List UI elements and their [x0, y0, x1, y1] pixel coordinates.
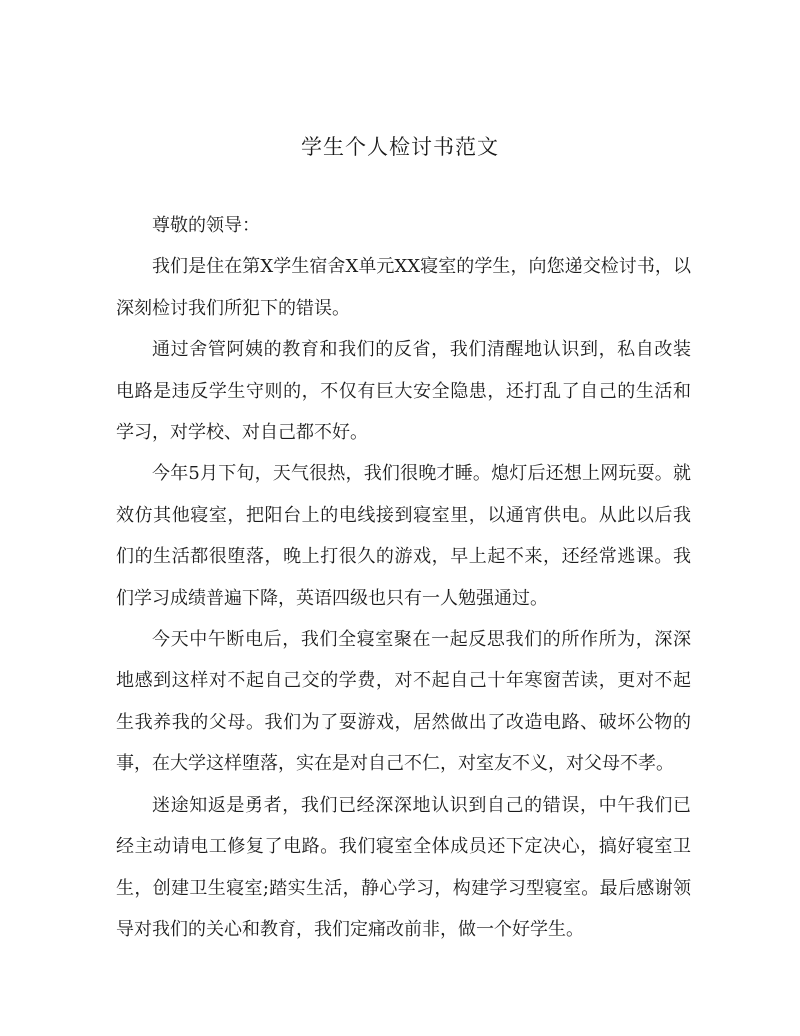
document-body — [116, 205, 691, 950]
salutation: 尊敬的领导： — [152, 215, 260, 236]
paragraph-1: 我们是住在第X学生宿舍X单元XX寝室的学生，向您递交检讨书，以深刻检讨我们所犯下的错误。 — [116, 256, 691, 319]
paragraph-4: 今天中午断电后，我们全寝室聚在一起反思我们的所作所为，深深地感到这样对不起自己交的学费，对不起自己十年寒窗苦读，更对不起生我养我的父母。我们为了耍游戏，居然做出了改造电路、破坏公物的事，在大学这样堕落，实在是对自己不仁，对室友不义，对父母不孝。 — [116, 629, 691, 775]
paragraph-5: 迷途知返是勇者，我们已经深深地认识到自己的错误，中午我们已经主动请电工修复了电路。我们寝室全体成员还下定决心，搞好寝室卫生，创建卫生寝室;踏实生活，静心学习，构建学习型寝室。最后感谢领导对我们的关心和教育，我们定痛改前非，做一个好学生。 — [116, 794, 691, 940]
paragraph-3: 今年5月下旬，天气很热，我们很晚才睡。熄灯后还想上网玩耍。就效仿其他寝室，把阳台上的电线接到寝室里，以通宵供电。从此以后我们的生活都很堕落，晚上打很久的游戏，早上起不来，还经常逃课。我们学习成绩普遍下降，英语四级也只有一人勉强通过。 — [116, 463, 691, 609]
paragraph-2: 通过舍管阿姨的教育和我们的反省，我们清醒地认识到，私自改装电路是违反学生守则的，不仅有巨大安全隐患，还打乱了自己的生活和学习，对学校、对自己都不好。 — [116, 339, 691, 444]
document-title: 学生个人检讨书范文 — [301, 135, 499, 159]
